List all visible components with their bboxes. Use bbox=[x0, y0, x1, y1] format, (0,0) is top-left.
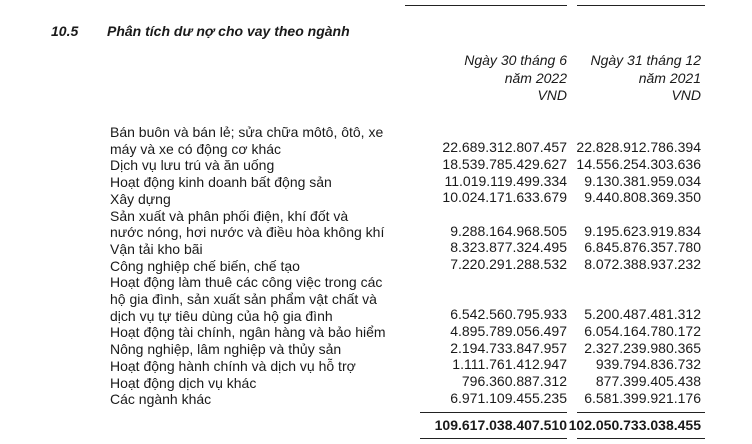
row-value-2021: 8.072.388.937.232 bbox=[584, 256, 701, 273]
row-value-2021: 14.556.254.303.636 bbox=[576, 155, 701, 172]
row-value-2021: 22.828.912.786.394 bbox=[576, 139, 701, 156]
row-value-2021: 6.054.164.780.172 bbox=[584, 322, 701, 339]
row-label-line: Vận tải kho bãi bbox=[110, 240, 203, 257]
row-value-2022: 6.542.560.795.933 bbox=[450, 306, 567, 323]
row-label-line: Xây dựng bbox=[110, 190, 171, 207]
column-header-unit: VND bbox=[671, 87, 701, 103]
row-label-line: Sản xuất và phân phối điện, khí đốt và bbox=[110, 207, 349, 224]
row-value-2021: 6.581.399.921.176 bbox=[584, 389, 701, 406]
row-value-2022: 11.019.119.499.334 bbox=[444, 172, 567, 189]
section-title: Phân tích dư nợ cho vay theo ngành bbox=[107, 23, 350, 39]
row-label-line: dịch vụ tự tiêu dùng của hộ gia đình bbox=[110, 307, 333, 324]
row-value-2021: 9.440.808.369.350 bbox=[584, 189, 701, 206]
row-value-2022: 796.360.887.312 bbox=[461, 373, 567, 389]
row-label-line: máy và xe có động cơ khác bbox=[110, 140, 282, 157]
row-value-2022: 22.689.312.807.457 bbox=[442, 139, 567, 156]
row-value-2021: 6.845.876.357.780 bbox=[584, 239, 701, 256]
row-label-line: Hoạt động kinh doanh bất động sản bbox=[110, 174, 332, 191]
row-value-2021: 9.195.623.919.834 bbox=[584, 222, 701, 239]
column-header-unit: VND bbox=[537, 87, 567, 103]
row-value-2022: 10.024.171.633.679 bbox=[442, 189, 567, 206]
row-label-line: nước nóng, hơi nước và điều hòa không khí bbox=[110, 224, 385, 241]
row-value-2021: 9.130.381.959.034 bbox=[584, 172, 701, 189]
row-label-line: hộ gia đình, sản xuất sản phẩm vật chất và bbox=[110, 291, 377, 307]
row-value-2021: 877.399.405.438 bbox=[595, 373, 701, 389]
top-rule-right bbox=[577, 5, 705, 6]
row-label-line: Hoạt động tài chính, ngân hàng và bảo hiểm bbox=[110, 324, 386, 341]
sum-rule-left bbox=[420, 412, 567, 413]
row-label-line: Công nghiệp chế biến, chế tạo bbox=[110, 257, 300, 274]
total-underline-left bbox=[420, 438, 567, 439]
total-underline-right bbox=[577, 438, 705, 439]
top-rule-left bbox=[405, 5, 567, 6]
row-value-2021: 5.200.487.481.312 bbox=[584, 306, 701, 323]
column-header-date: Ngày 31 tháng 12 bbox=[590, 52, 701, 68]
row-label-line: Nông nghiệp, lâm nghiệp và thủy sản bbox=[110, 341, 342, 358]
column-header-2021 bbox=[590, 52, 701, 105]
row-value-2022: 8.323.877.324.495 bbox=[450, 239, 567, 256]
row-label-line: Hoạt động hành chính và dịch vụ hỗ trợ bbox=[110, 357, 356, 374]
column-header-year: năm 2021 bbox=[638, 69, 701, 86]
column-header-2022 bbox=[464, 52, 567, 105]
row-value-2021: 2.327.239.980.365 bbox=[584, 339, 701, 356]
row-value-2022: 7.220.291.288.532 bbox=[450, 256, 567, 273]
row-label-line: Hoạt động dịch vụ khác bbox=[110, 374, 257, 391]
sum-rule-right bbox=[577, 412, 705, 413]
row-value-2022: 18.539.785.429.627 bbox=[442, 155, 567, 172]
row-label-line: Các ngành khác bbox=[110, 391, 212, 408]
section-number: 10.5 bbox=[51, 23, 79, 39]
row-value-2022: 6.971.109.455.235 bbox=[450, 389, 567, 406]
row-value-2022: 4.895.789.056.497 bbox=[450, 322, 567, 339]
total-2022: 109.617.038.407.510 bbox=[434, 417, 567, 433]
row-value-2022: 9.288.164.968.505 bbox=[450, 222, 567, 239]
row-value-2022: 1.111.761.412.947 bbox=[452, 356, 567, 373]
total-2021: 102.050.733.038.455 bbox=[568, 417, 701, 433]
row-value-2021: 939.794.836.732 bbox=[595, 356, 701, 373]
row-label-line: Dịch vụ lưu trú và ăn uống bbox=[110, 157, 275, 174]
column-header-year: năm 2022 bbox=[504, 69, 567, 86]
row-label-line: Hoạt động làm thuê các công việc trong các bbox=[110, 274, 383, 291]
column-header-date: Ngày 30 tháng 6 bbox=[464, 52, 567, 68]
row-value-2022: 2.194.733.847.957 bbox=[450, 339, 567, 356]
row-label-line: Bán buôn và bán lẻ; sửa chữa môtô, ôtô, xe bbox=[110, 124, 384, 140]
